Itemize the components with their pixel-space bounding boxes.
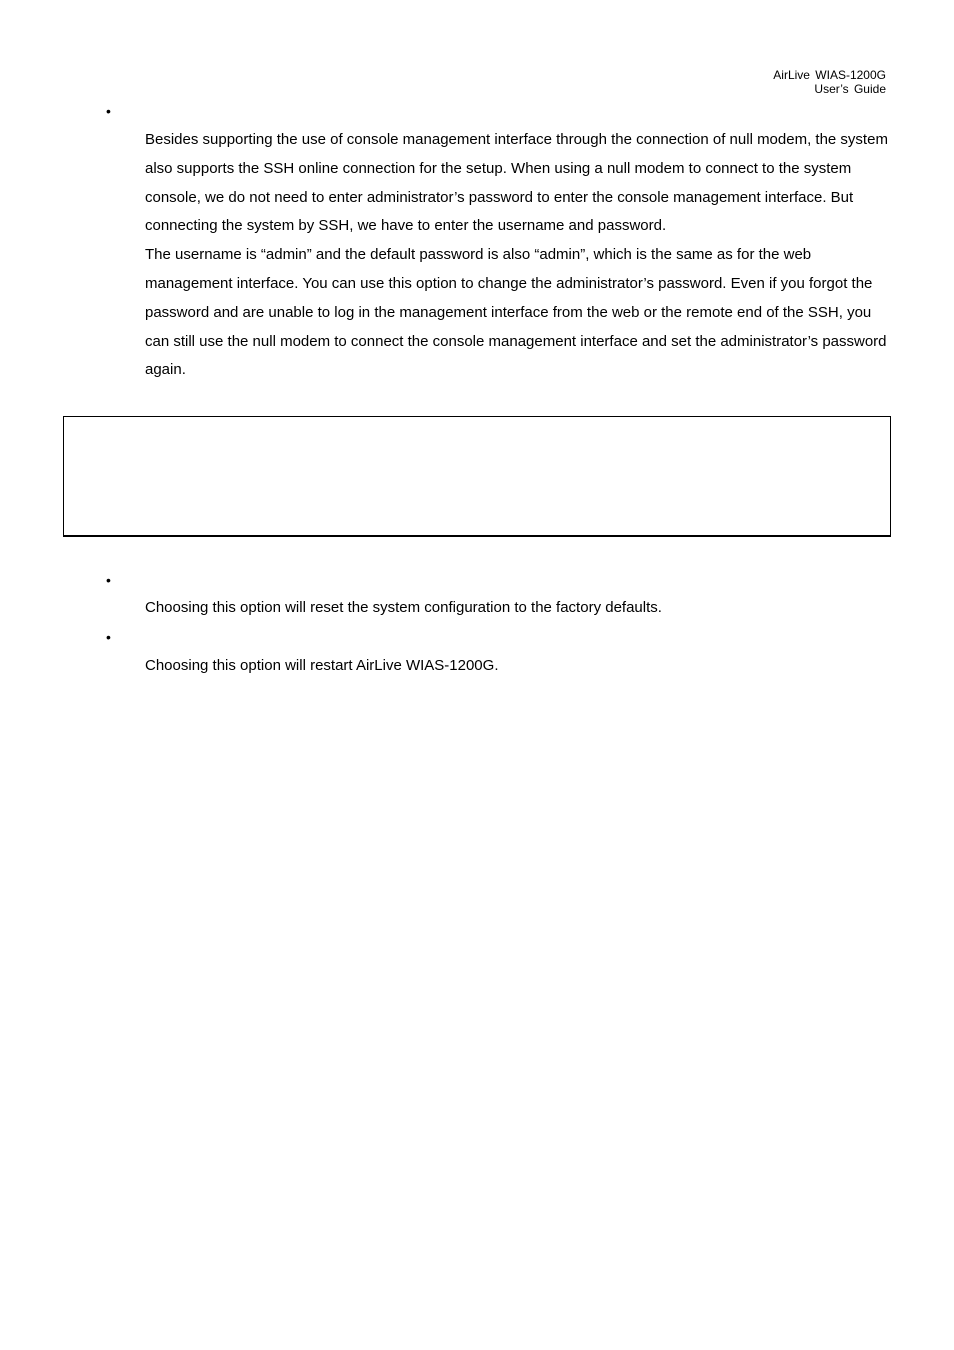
ssh-paragraph-1: Besides supporting the use of console management interface through the connection of null modem, the system also supports the SSH online connection for the setup. When using a null modem to connect to the system console, we do not need to enter administrator’s password to enter the console management interface. But connecting the system by SSH, we have to enter the username and password. [145,131,888,235]
page-header [773,68,886,96]
header-product-name: AirLive WIAS-1200G [773,68,886,82]
empty-figure-box [63,416,891,537]
header-guide-title: User’s Guide [814,82,886,96]
bullet-reset-section: • [106,572,111,588]
restart-description: Choosing this option will restart AirLive WIAS-1200G. [145,657,499,674]
reset-description: Choosing this option will reset the system configuration to the factory defaults. [145,599,662,616]
ssh-paragraph-2: The username is “admin” and the default password is also “admin”, which is the same as for the web management interface. You can use this option to change the administrator’s password. Even if you forgot the password and are unable to log in the management interface from the web or the remote end of the SSH, you can still use the null modem to connect the console management interface and set the administrator’s password again. [145,246,887,379]
ssh-description [145,126,893,385]
bullet-ssh-section: • [106,103,111,119]
bullet-restart-section: • [106,629,111,645]
